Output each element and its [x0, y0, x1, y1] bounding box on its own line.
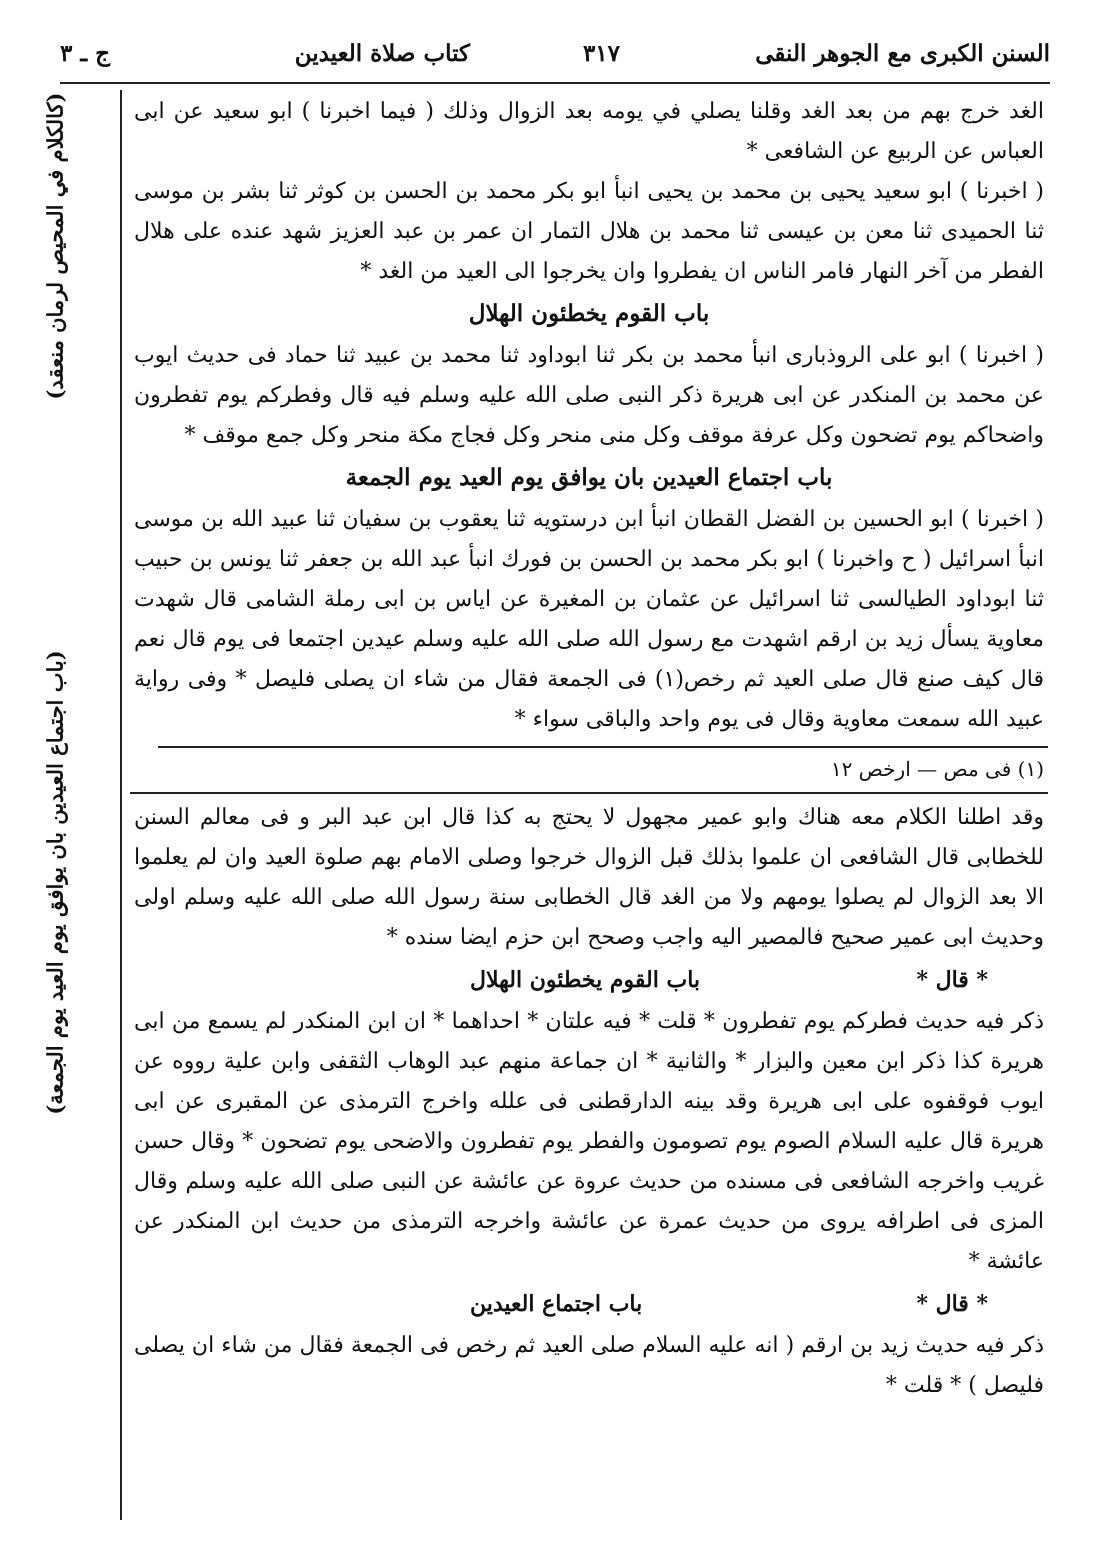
commentary-heading-row	[130, 1282, 1048, 1326]
commentary-label: * قال *	[916, 1291, 988, 1317]
book-title: السنن الكبرى مع الجوهر النقى	[755, 40, 1050, 67]
page-number: ٣١٧	[582, 40, 620, 67]
commentary-label: * قال *	[916, 967, 988, 993]
commentary-divider	[130, 792, 1048, 794]
section-heading: باب اجتماع العيدين بان يوافق يوم العيد يوم الجمعة	[345, 464, 833, 491]
paragraph: ( اخبرنا ) ابو سعيد يحيى بن محمد بن يحيى انبأ ابو بكر محمد بن الحسن بن كوثر ثنا بشر بن موسى ثنا الحميدى ثنا معن بن عيسى ثنا محمد بن هلال التمار ان عمر بن عبد العزيز شهد عنده على هلال الفطر من آخر النهار فامر الناس ان يفطروا وان يخرجوا الى العيد من الغد *	[134, 179, 1044, 284]
paragraph: وقد اطلنا الكلام معه هناك وابو عمير مجهول لا يحتج به كذا قال ابن عبد البر و فى معالم السنن للخطابى قال الشافعى ان علموا بذلك قبل الزوال خرجوا وصلى الامام بهم صلوة العيد وان لم يعلموا الا بعد الزوال لم يصلوا يومهم ولا من الغد قال الخطابى سنة رسول الله صلى الله عليه وسلم اولى وحديث ابى عمير صحيح فالمصير اليه واجب وصحح ابن حزم ايضا سنده *	[134, 805, 1044, 950]
section-heading: باب القوم يخطئون الهلال	[468, 300, 710, 327]
section-heading: باب القوم يخطئون الهلال	[470, 967, 701, 993]
section-heading: باب اجتماع العيدين	[470, 1291, 643, 1317]
footnote: (١) فى مص — ارخص ١٢	[830, 757, 1044, 781]
margin-sidebar	[0, 0, 120, 1559]
paragraph: ذكر فيه حديث فطركم يوم تفطرون * قلت * فيه علتان * احداهما * ان ابن المنكدر لم يسمع من ابى هريرة كذا ذكر ابن معين والبزار * والثانية * ان جماعة منهم عبد الوهاب الثقفى وابن علية رووه عن ايوب فوقفوه على ابى هريرة وقد بينه الدارقطنى فى علله واخرج الترمذى عن المقبرى عن ابى هريرة قال عليه السلام الصوم يوم تصومون والفطر يوم تفطرون والاضحى يوم تضحون * وقال حسن غريب واخرجه الشافعى فى مسنده من حديث عروة عن عائشة عن النبى صلى الله عليه وسلم وقال المزى فى اطرافه يروى من حديث عمرة عن عائشة واخرجه الترمذى من حديث ابن المنكدر عن عائشة *	[134, 1009, 1044, 1274]
chapter-title: كتاب صلاة العيدين	[294, 40, 470, 67]
margin-note-lower: (باب اجتماع العيدين بان يوافق يوم العيد يوم الجمعة)	[42, 650, 68, 1115]
paragraph: ( اخبرنا ) ابو على الروذبارى انبأ محمد بن بكر ثنا ابوداود ثنا محمد بن عبيد ثنا حماد فى حديث ايوب عن محمد بن المنكدر عن ابى هريرة ذكر النبى صلى الله عليه وسلم فيه قال وفطركم يوم تفطرون واضحاكم يوم تضحون وكل عرفة موقف وكل منى منحر وكل فجاج مكة منحر وكل جمع موقف *	[134, 343, 1044, 448]
paragraph: الغد خرج بهم من بعد الغد وقلنا يصلي في يومه بعد الزوال وذلك ( فيما اخبرنا ) ابو سعيد عن ابى العباس عن الربيع عن الشافعى *	[134, 99, 1044, 164]
volume-number: ج ـ ٣	[60, 40, 110, 67]
paragraph: ( اخبرنا ) ابو الحسين بن الفضل القطان انبأ ابن درستويه ثنا يعقوب بن سفيان ثنا عبيد الله بن موسى انبأ اسرائيل ( ح واخبرنا ) ابو بكر محمد بن الحسن بن فورك انبأ عبد الله بن جعفر ثنا يونس بن حبيب ثنا ابوداود الطيالسى ثنا اسرائيل عن عثمان بن المغيرة عن اياس بن ابى رملة الشامى قال شهدت معاوية يسأل زيد بن ارقم اشهدت مع رسول الله صلى الله عليه وسلم عيدين اجتمعا فى يوم قال نعم قال كيف صنع قال صلى العيد ثم رخص(١) فى الجمعة فقال من شاء ان يصلى فليصل * وفى رواية عبيد الله سمعت معاوية وقال فى يوم واحد والباقى سواء *	[134, 507, 1045, 732]
page-header	[60, 36, 1050, 84]
paragraph: ذكر فيه حديث زيد بن ارقم ( انه عليه السلام صلى العيد ثم رخص فى الجمعة فقال من شاء ان يصلى فليصل ) * قلت *	[134, 1333, 1044, 1398]
commentary-heading-row	[130, 958, 1048, 1002]
main-text	[130, 92, 1048, 1512]
footnote-divider	[158, 746, 1048, 748]
margin-note-upper: (كالكلام في المحيص لرمان منعقد)	[42, 92, 68, 400]
